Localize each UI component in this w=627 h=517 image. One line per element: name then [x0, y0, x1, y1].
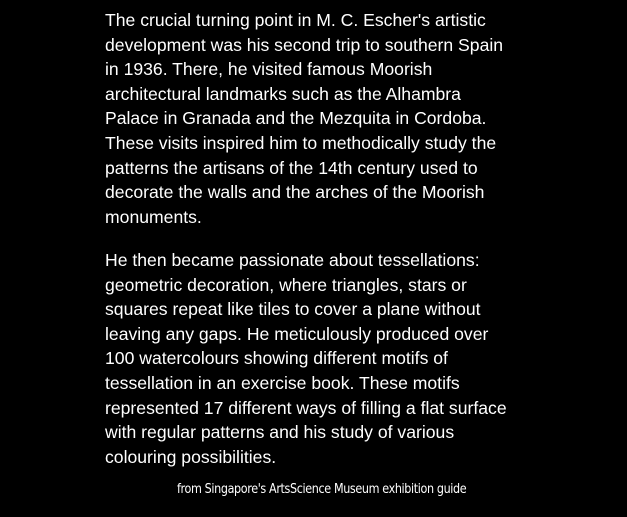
- text-line: architectural landmarks such as the Alhambra: [105, 83, 461, 104]
- text-line: These visits inspired him to methodically study the: [105, 132, 497, 153]
- text-line: squares repeat like tiles to cover a plane without: [105, 299, 481, 320]
- text-line: patterns the artisans of the 14th century used to: [105, 157, 478, 178]
- text-line: geometric decoration, where triangles, stars or: [105, 274, 467, 295]
- text-line: tessellation in an exercise book. These motifs: [105, 372, 460, 393]
- text-line: in 1936. There, he visited famous Moorish: [105, 59, 433, 80]
- text-line: with regular patterns and his study of various: [105, 422, 455, 443]
- paragraph-tessellations: [105, 248, 625, 469]
- text-line: decorate the walls and the arches of the Moorish: [105, 182, 485, 203]
- text-line: colouring possibilities.: [105, 446, 277, 467]
- text-line: The crucial turning point in M. C. Escher's artistic: [105, 10, 486, 30]
- text-line: He then became passionate about tessellations:: [105, 250, 480, 270]
- text-line: monuments.: [105, 206, 202, 227]
- text-line: Palace in Granada and the Mezquita in Cordoba.: [105, 108, 487, 129]
- text-line: leaving any gaps. He meticulously produced over: [105, 323, 489, 344]
- text-line: represented 17 different ways of filling a flat surface: [105, 397, 507, 418]
- source-caption: from Singapore's ArtsScience Museum exhibition guide: [177, 481, 467, 497]
- paragraph-escher-spain-trip: [105, 8, 625, 229]
- text-line: 100 watercolours showing different motifs of: [105, 348, 448, 369]
- text-line: development was his second trip to southern Spain: [105, 34, 504, 55]
